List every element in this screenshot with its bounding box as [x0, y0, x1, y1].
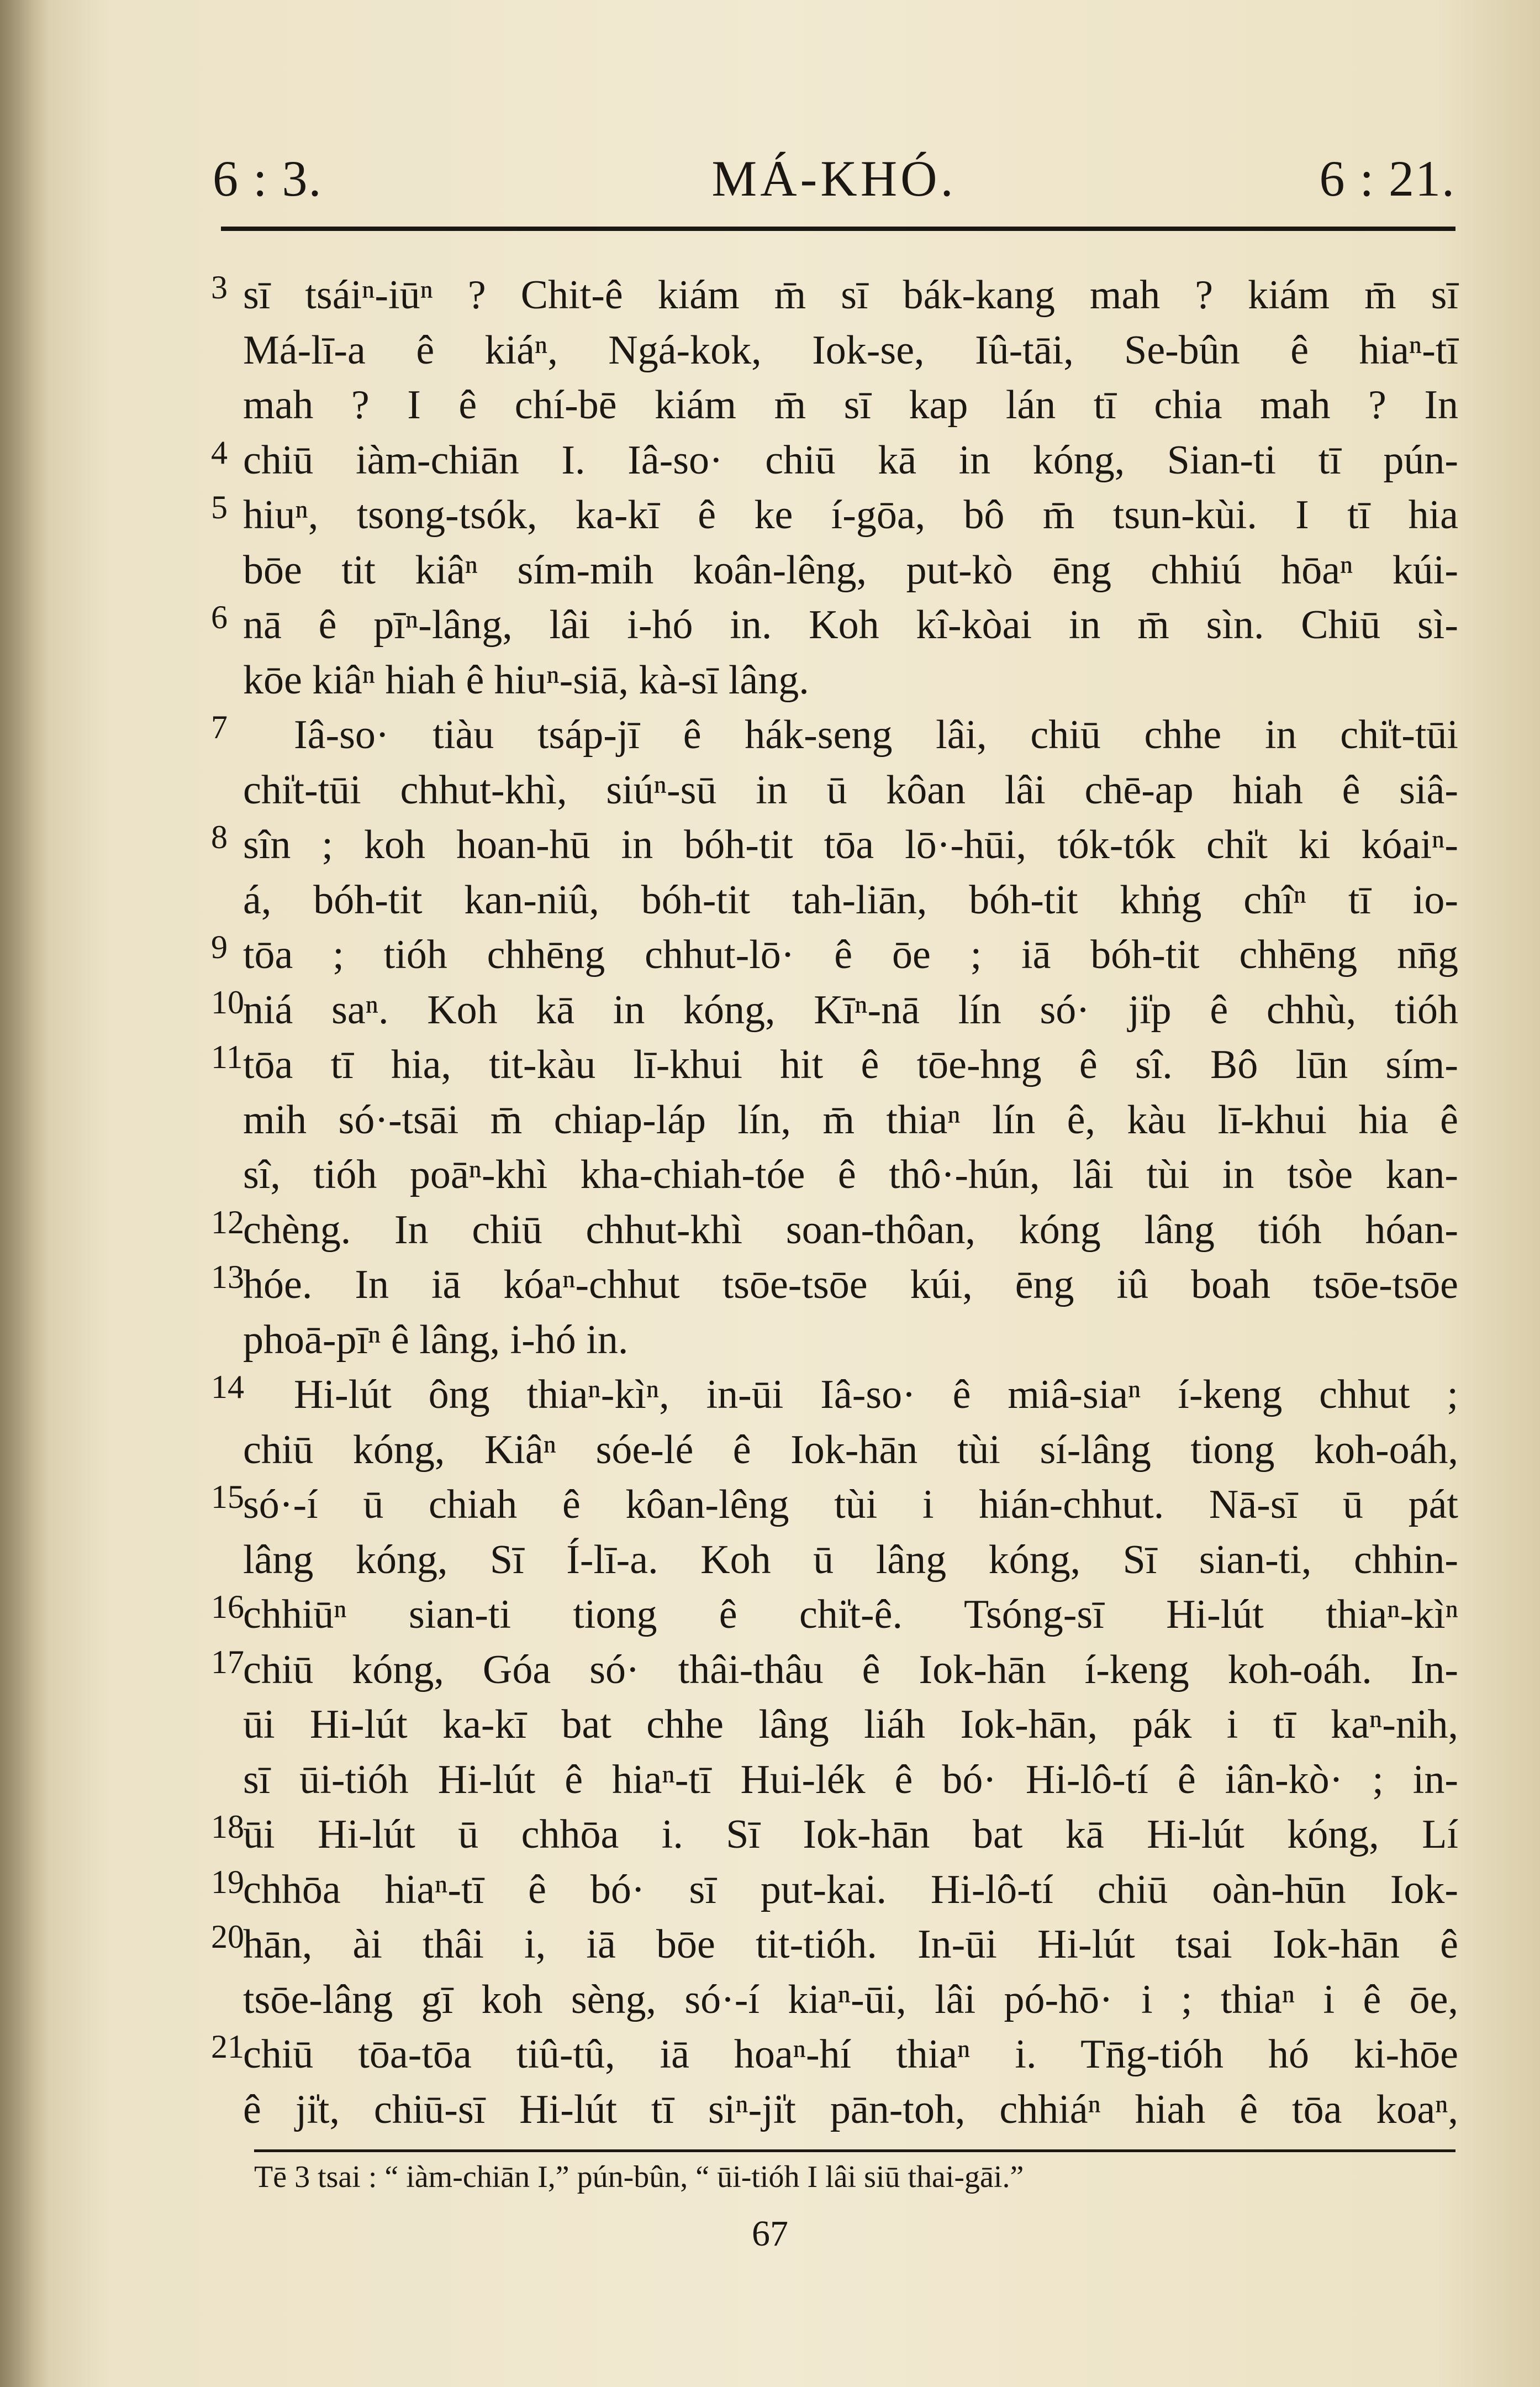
text-line	[243, 1697, 1458, 1753]
text-line	[211, 708, 1458, 763]
text-line	[243, 1533, 1458, 1588]
line-text: mih só·-tsāi m̄ chiap-láp lín, m̄ thiaⁿ lín ê, kàu lī-khui hia ê	[243, 1097, 1458, 1143]
line-text: chiū kóng, Góa só· thâi-thâu ê Iok-hān í-keng koh-oáh. In-	[243, 1647, 1458, 1692]
line-text: chhōa hiaⁿ-tī ê bó· sī put-kai. Hi-lô-tí chiū oàn-hūn Iok-	[243, 1867, 1458, 1912]
verse-number: 11	[211, 1039, 243, 1075]
text-line	[211, 1917, 1458, 1973]
gutter-shadow	[0, 0, 50, 2387]
text-line	[243, 873, 1458, 928]
footnote: Tē 3 tsai : “ iàm-chiān I,” pún-bûn, “ ūi-tióh I lâi siū thai-gāi.”	[254, 2160, 1024, 2194]
verse-number: 9	[211, 929, 228, 965]
text-line	[211, 1643, 1458, 1698]
line-text: Má-lī-a ê kiáⁿ, Ngá-kok, Iok-se, Iû-tāi, Se-bûn ê hiaⁿ-tī	[243, 327, 1458, 373]
line-text: chiū kóng, Kiâⁿ sóe-lé ê Iok-hān tùi sí-lâng tiong koh-oáh,	[243, 1427, 1458, 1473]
line-text: lâng kóng, Sī Í-lī-a. Koh ū lâng kóng, Sī sian-ti, chhin-	[243, 1537, 1458, 1582]
text-line	[243, 378, 1458, 433]
verse-number: 6	[211, 599, 228, 635]
line-text: chèng. In chiū chhut-khì soan-thôan, kóng lâng tióh hóan-	[243, 1207, 1458, 1253]
verse-number: 10	[211, 984, 244, 1021]
line-text: á, bóh-tit kan-niû, bóh-tit tah-liān, bóh-tit khṅg chîⁿ tī io-	[243, 877, 1458, 923]
line-text: chi̍t-tūi chhut-khì, siúⁿ-sū in ū kôan lâi chē-ap hiah ê siâ-	[243, 767, 1458, 813]
text-line	[211, 1038, 1458, 1093]
line-text: chhiūⁿ sian-ti tiong ê chi̍t-ê. Tsóng-sī Hi-lút thiaⁿ-kìⁿ	[243, 1592, 1458, 1637]
text-line	[211, 1807, 1458, 1863]
text-line	[211, 268, 1458, 323]
line-text: chiū tōa-tōa tiû-tû, iā hoaⁿ-hí thiaⁿ i. Tn̄g-tióh hó ki-hōe	[243, 2032, 1458, 2077]
text-line	[211, 2027, 1458, 2083]
text-line	[211, 1203, 1458, 1258]
text-line	[243, 1973, 1458, 2028]
line-text: hiuⁿ, tsong-tsók, ka-kī ê ke í-gōa, bô m̄ tsun-kùi. I tī hia	[243, 492, 1458, 538]
line-text: hóe. In iā kóaⁿ-chhut tsōe-tsōe kúi, ēng iû boah tsōe-tsōe	[243, 1262, 1458, 1307]
text-line	[211, 433, 1458, 488]
line-text: sîn ; koh hoan-hū in bóh-tit tōa lō·-hūi, tók-tók chi̍t ki kóaiⁿ-	[243, 822, 1458, 867]
body-text	[211, 268, 1458, 2137]
verse-number: 4	[211, 434, 228, 471]
line-text: tsōe-lâng gī koh sèng, só·-í kiaⁿ-ūi, lâi pó-hō· i ; thiaⁿ i ê ōe,	[243, 1976, 1458, 2022]
text-line	[243, 653, 1458, 708]
line-text: Hi-lút ông thiaⁿ-kìⁿ, in-ūi Iâ-so· ê miâ-siaⁿ í-keng chhut ;	[294, 1372, 1458, 1417]
text-line	[211, 818, 1458, 873]
line-text: tōa ; tióh chhēng chhut-lō· ê ōe ; iā bóh-tit chhēng nn̄g	[243, 932, 1458, 977]
line-text: ūi Hi-lút ū chhōa i. Sī Iok-hān bat kā Hi-lút kóng, Lí	[243, 1812, 1458, 1857]
text-line	[243, 2083, 1458, 2138]
verse-number: 12	[211, 1203, 244, 1240]
line-text: mah ? I ê chí-bē kiám m̄ sī kap lán tī chia mah ? In	[243, 382, 1458, 428]
verse-number: 15	[211, 1479, 244, 1515]
verse-number: 7	[211, 709, 228, 745]
text-line	[211, 598, 1458, 653]
running-header	[213, 149, 1455, 215]
text-line	[211, 1863, 1458, 1918]
line-text: sī tsáiⁿ-iūⁿ ? Chit-ê kiám m̄ sī bák-kang mah ? kiám m̄ sī	[243, 272, 1458, 318]
line-text: hān, ài thâi i, iā bōe tit-tióh. In-ūi Hi-lút tsai Iok-hān ê	[243, 1922, 1458, 1967]
line-text: ūi Hi-lút ka-kī bat chhe lâng liáh Iok-hān, pák i tī kaⁿ-nih,	[243, 1702, 1458, 1747]
verse-number: 5	[211, 489, 228, 525]
verse-number: 19	[211, 1863, 244, 1900]
text-line	[243, 1423, 1458, 1478]
text-line	[211, 1587, 1458, 1643]
header-left-reference: 6 : 3.	[213, 150, 323, 207]
header-rule	[221, 227, 1455, 231]
line-text: sî, tióh poāⁿ-khì kha-chiah-tóe ê thô·-hún, lâi tùi in tsòe kan-	[243, 1152, 1458, 1197]
text-line	[211, 1478, 1458, 1533]
text-line	[243, 1753, 1458, 1808]
text-line	[243, 323, 1458, 378]
verse-number: 14	[211, 1369, 244, 1405]
line-text: sī ūi-tióh Hi-lút ê hiaⁿ-tī Hui-lék ê bó· Hi-lô-tí ê iân-kò· ; in-	[243, 1757, 1458, 1802]
text-line	[243, 1093, 1458, 1148]
line-text: nā ê pīⁿ-lâng, lâi i-hó in. Koh kî-kòai in m̄ sìn. Chiū sì-	[243, 602, 1458, 648]
verse-number: 16	[211, 1589, 244, 1625]
verse-number: 17	[211, 1643, 244, 1680]
header-title: MÁ-KHÓ.	[711, 150, 957, 207]
footnote-rule	[254, 2149, 1455, 2152]
verse-number: 13	[211, 1259, 244, 1295]
text-line	[243, 1148, 1458, 1203]
verse-number: 21	[211, 2028, 244, 2065]
line-text: chiū iàm-chiān I. Iâ-so· chiū kā in kóng, Sian-ti tī pún-	[243, 437, 1458, 483]
verse-number: 18	[211, 1808, 244, 1845]
line-text: bōe tit kiâⁿ sím-mih koân-lêng, put-kò ēng chhiú hōaⁿ kúi-	[243, 547, 1458, 593]
line-text: só·-í ū chiah ê kôan-lêng tùi i hián-chhut. Nā-sī ū pát	[243, 1482, 1458, 1527]
line-text: kōe kiâⁿ hiah ê hiuⁿ-siā, kà-sī lâng.	[243, 657, 809, 703]
line-text: ê ji̍t, chiū-sī Hi-lút tī siⁿ-ji̍t pān-toh, chhiáⁿ hiah ê tōa koaⁿ,	[243, 2086, 1458, 2132]
verse-number: 8	[211, 819, 228, 855]
line-text: phoā-pīⁿ ê lâng, i-hó in.	[243, 1317, 629, 1363]
text-line	[243, 1313, 1458, 1368]
text-line	[211, 983, 1458, 1038]
text-line	[211, 488, 1458, 543]
header-right-reference: 6 : 21.	[1319, 150, 1455, 207]
text-line	[211, 1258, 1458, 1313]
page-number: 67	[752, 2214, 788, 2254]
verse-number: 3	[211, 269, 228, 306]
line-text: Iâ-so· tiàu tsáp-jī ê hák-seng lâi, chiū chhe in chi̍t-tūi	[294, 712, 1458, 758]
text-line	[243, 543, 1458, 598]
line-text: tōa tī hia, tit-kàu lī-khui hit ê tōe-hng ê sî. Bô lūn sím-	[243, 1042, 1458, 1087]
text-line	[211, 1368, 1458, 1423]
verse-number: 20	[211, 1918, 244, 1955]
text-line	[211, 928, 1458, 983]
line-text: niá saⁿ. Koh kā in kóng, Kīⁿ-nā lín só· ji̍p ê chhù, tióh	[243, 987, 1458, 1033]
text-line	[243, 763, 1458, 818]
